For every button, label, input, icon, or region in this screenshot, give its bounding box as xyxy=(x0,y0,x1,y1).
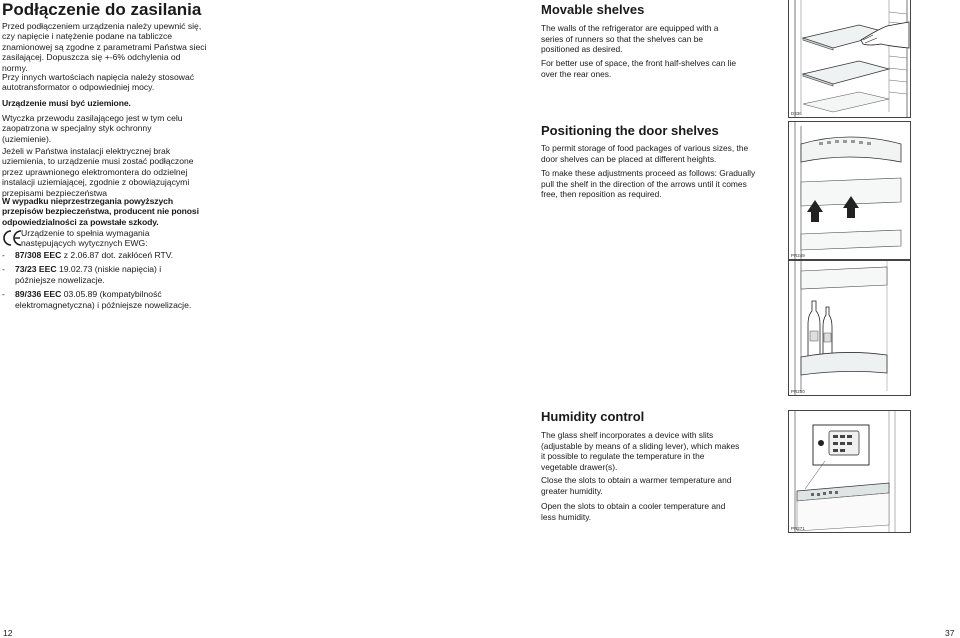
paragraph-autotransformer: Przy innych wartościach napięcia należy stosować autotransformator o odpowiedniej mocy. xyxy=(2,72,195,93)
door-shelves-illustration xyxy=(788,121,911,260)
door-shelves-drawing xyxy=(789,122,910,259)
movable-shelves-illustration xyxy=(788,0,911,118)
figure-code-pr249: PR249 xyxy=(791,253,805,258)
door-shelves-bottles-drawing xyxy=(789,261,910,395)
movable-shelves-heading: Movable shelves xyxy=(541,2,645,17)
movable-shelves-drawing xyxy=(789,0,910,117)
paragraph-no-earthing: Jeżeli w Państwa instalacji elektrycznej brak uziemienia, to urządzenie musi zostać podłączone przez uprawnionego elektromontera do odzielnej instalacji uziemiającej, zgodnie z obowiązującymi przepisami bezpieczeństwa xyxy=(2,146,194,198)
ce-mark xyxy=(2,229,22,247)
humidity-control-p1: The glass shelf incorporates a device with slits (adjustable by means of a sliding lever), which makes it possible to regulate the temperature in the vegetable drawer(s). xyxy=(541,430,740,472)
paragraph-voltage-check: Przed podłączeniem urządzenia należy upewnić się, czy napięcie i natężenie podane na tabliczce znamionowej są zgodne z parametrami Państwa sieci zasilającej. Dopuszcza się +-6% odchylenia od normy. xyxy=(2,21,207,73)
door-shelves-heading: Positioning the door shelves xyxy=(541,123,719,138)
paragraph-liability: W wypadku nieprzestrzegania powyższych przepisów bezpieczeństwa, producent nie ponosi odpowiedzialności za powstałe szkody. xyxy=(2,196,199,227)
list-item: - 73/23 EEC 19.02.73 (niskie napięcia) i późniejsze nowelizacje. xyxy=(2,264,162,285)
humidity-control-p3: Open the slots to obtain a cooler temperature and less humidity. xyxy=(541,501,726,522)
list-item: - 89/336 EEC 03.05.89 (kompatybilność elektromagnetyczna) i późniejsze nowelizacje. xyxy=(2,289,192,310)
humidity-control-p2: Close the slots to obtain a warmer temperature and greater humidity. xyxy=(541,475,732,496)
humidity-control-illustration xyxy=(788,410,911,533)
figure-code-d336: D336 xyxy=(791,111,802,116)
door-shelves-p2: To make these adjustments proceed as follows: Gradually pull the shelf in the direction of the arrows until it comes free, then reposition as required. xyxy=(541,168,756,200)
ce-text: Urządzenie to spełnia wymagania następujących wytycznych EWG: xyxy=(21,228,150,249)
figure-code-pr271: PR271 xyxy=(791,526,805,531)
door-shelves-bottles-illustration xyxy=(788,260,911,396)
page-number-left: 12 xyxy=(3,628,13,638)
list-item: - 87/308 EEC z 2.06.87 dot. zakłóceń RTV. xyxy=(2,250,174,260)
paragraph-plug-contact: Wtyczka przewodu zasilającego jest w tym celu zaopatrzona w specjalny styk ochronny (uziemienie). xyxy=(2,113,183,144)
figure-code-pr250: PR250 xyxy=(791,389,805,394)
directives-list xyxy=(2,250,202,310)
paragraph-earthing-required: Urządzenie musi być uziemione. xyxy=(2,98,131,108)
left-heading: Podłączenie do zasilania xyxy=(2,0,202,19)
door-shelves-p1: To permit storage of food packages of various sizes, the door shelves can be placed at different heights. xyxy=(541,143,749,164)
ce-mark-icon xyxy=(2,229,22,247)
humidity-control-heading: Humidity control xyxy=(541,409,645,424)
page-number-right: 37 xyxy=(945,628,955,638)
humidity-control-drawing xyxy=(789,411,910,532)
movable-shelves-p1: The walls of the refrigerator are equipped with a series of runners so that the shelves can be positioned as desired. xyxy=(541,23,719,55)
ce-block xyxy=(2,228,202,250)
movable-shelves-p2: For better use of space, the front half-shelves can lie over the rear ones. xyxy=(541,58,737,79)
